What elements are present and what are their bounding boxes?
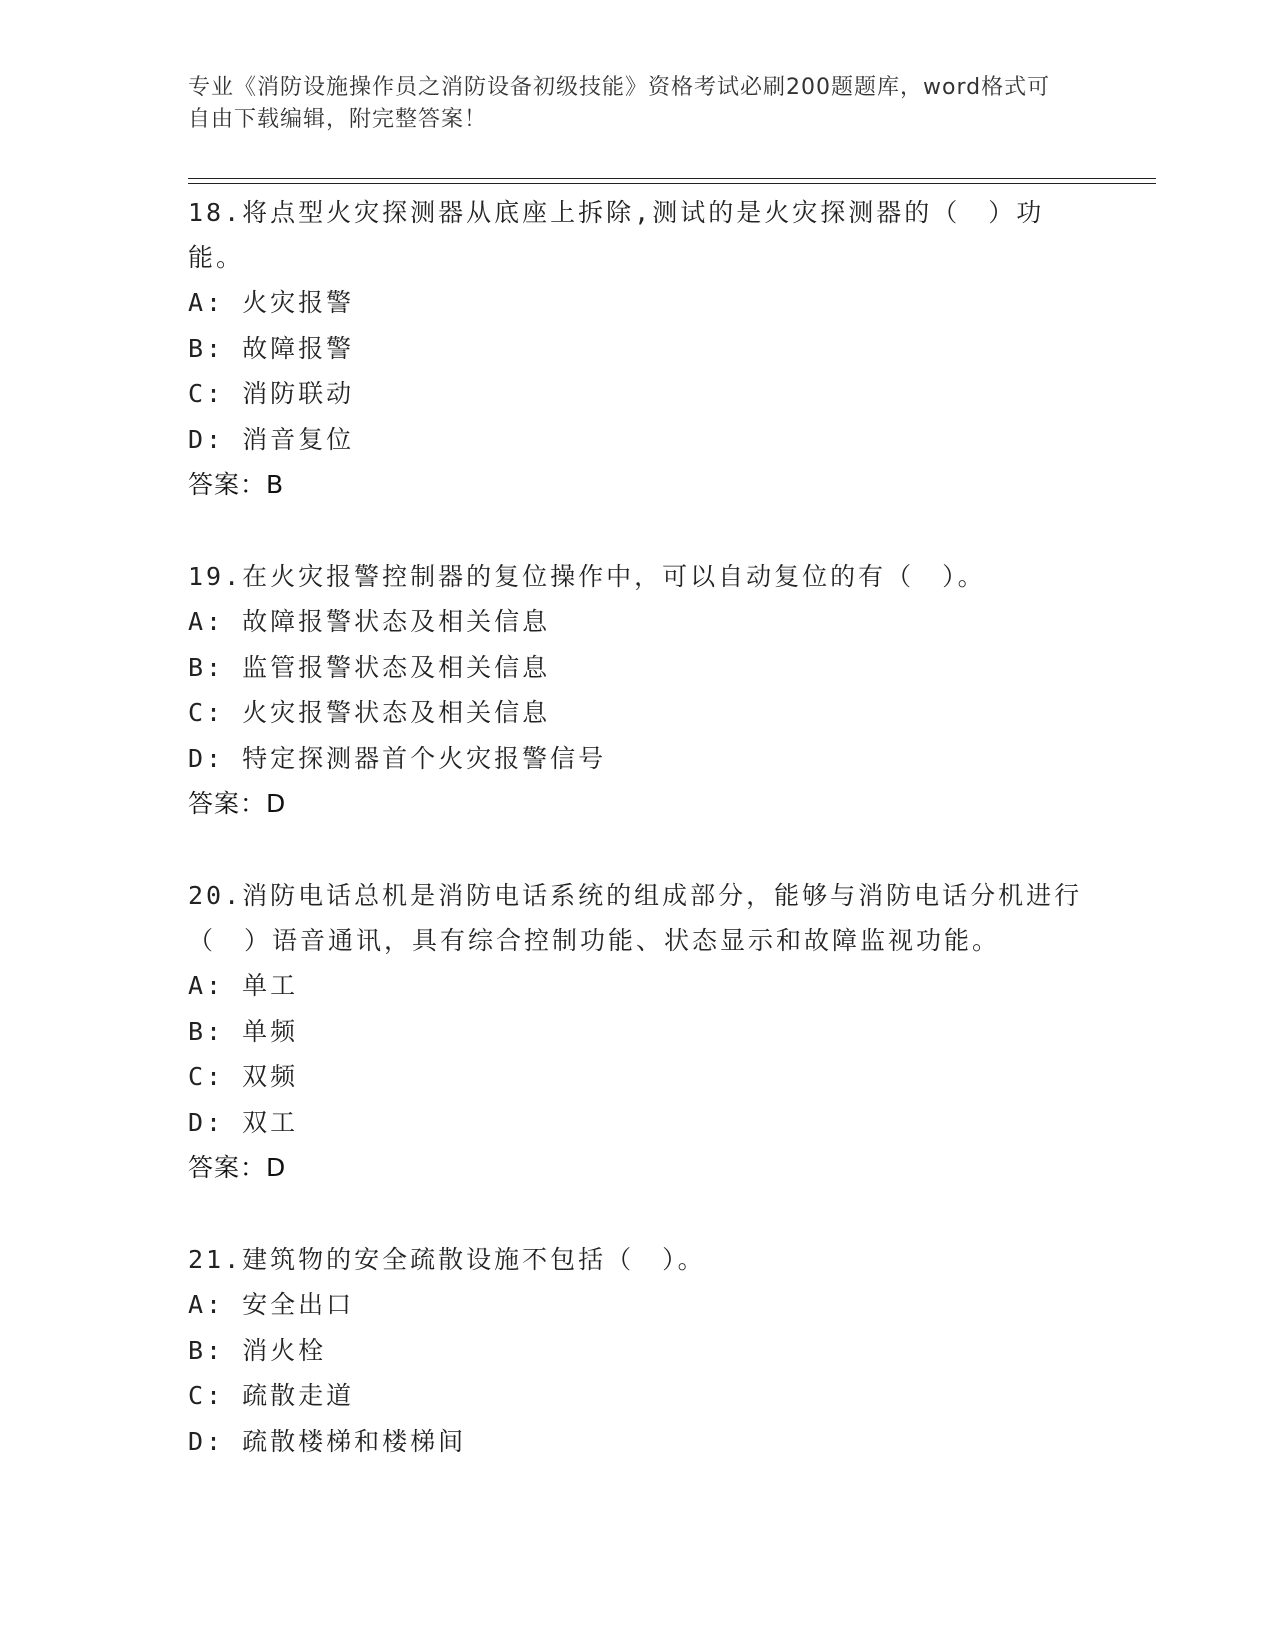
question-item xyxy=(188,190,1088,508)
option-d: D: 双工 xyxy=(188,1107,299,1137)
question-item xyxy=(188,554,1088,827)
question-stem: 18.将点型火灾探测器从底座上拆除,测试的是火灾探测器的（ ）功能。 xyxy=(188,198,1045,272)
document-header: 专业《消防设施操作员之消防设备初级技能》资格考试必刷200题题库，word格式可自由下载编辑，附完整答案！ xyxy=(188,75,1051,132)
option-b: B: 消火栓 xyxy=(188,1335,327,1365)
answer-line: 答案：D xyxy=(188,789,287,818)
question-item xyxy=(188,873,1088,1191)
question-stem: 19.在火灾报警控制器的复位操作中，可以自动复位的有（ ）。 xyxy=(188,562,986,591)
question-stem: 20.消防电话总机是消防电话系统的组成部分，能够与消防电话分机进行（ ）语音通讯，具有综合控制功能、状态显示和故障监视功能。 xyxy=(188,881,1083,955)
option-b: B: 单频 xyxy=(188,1016,299,1046)
header-divider-bottom xyxy=(188,183,1156,184)
option-a: A: 故障报警状态及相关信息 xyxy=(188,607,551,636)
option-d: D: 疏散楼梯和楼梯间 xyxy=(188,1426,467,1456)
question-item xyxy=(188,1237,1088,1464)
option-c: C: 双频 xyxy=(188,1062,299,1091)
question-stem: 21.建筑物的安全疏散设施不包括（ ）。 xyxy=(188,1245,706,1274)
answer-line: 答案：B xyxy=(188,470,285,499)
option-c: C: 火灾报警状态及相关信息 xyxy=(188,698,551,727)
option-d: D: 消音复位 xyxy=(188,424,355,454)
option-a: A: 安全出口 xyxy=(188,1290,355,1319)
option-c: C: 消防联动 xyxy=(188,379,355,408)
option-b: B: 监管报警状态及相关信息 xyxy=(188,652,551,682)
option-a: A: 单工 xyxy=(188,971,299,1000)
answer-line: 答案：D xyxy=(188,1153,287,1182)
option-b: B: 故障报警 xyxy=(188,333,355,363)
option-d: D: 特定探测器首个火灾报警信号 xyxy=(188,743,607,773)
header-divider-top xyxy=(188,178,1156,179)
option-a: A: 火灾报警 xyxy=(188,288,355,317)
option-c: C: 疏散走道 xyxy=(188,1381,355,1410)
question-list xyxy=(188,190,1088,1510)
